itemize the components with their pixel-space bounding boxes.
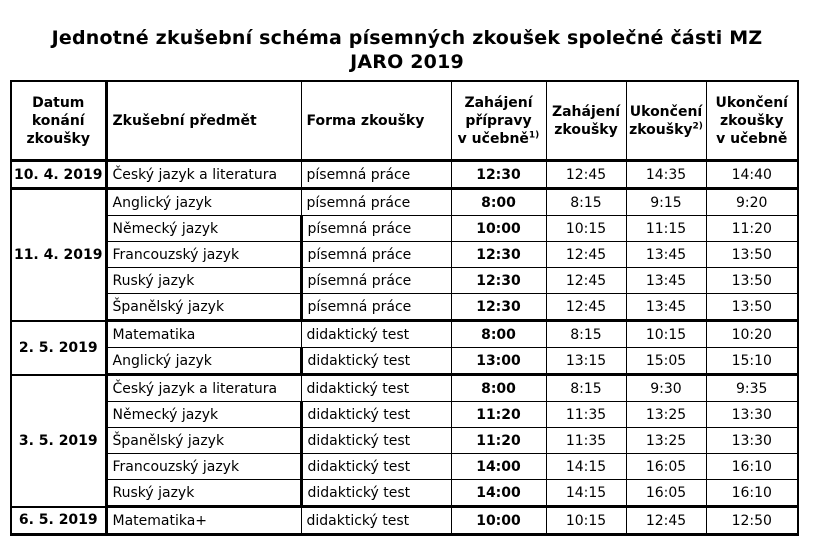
header-subject: Zkušební předmět (106, 81, 301, 161)
leave-time-cell: 13:50 (706, 294, 798, 321)
table-row (11, 375, 798, 402)
leave-time-cell: 11:20 (706, 216, 798, 242)
start-time-cell: 13:15 (546, 348, 626, 375)
subject-cell: Španělský jazyk (106, 294, 301, 321)
table-row (11, 294, 798, 321)
form-cell: didaktický test (301, 375, 451, 402)
subject-cell: Francouzský jazyk (106, 454, 301, 480)
form-cell: písemná práce (301, 294, 451, 321)
table-row (11, 242, 798, 268)
start-time-cell: 10:15 (546, 216, 626, 242)
leave-time-cell: 12:50 (706, 507, 798, 535)
prep-time-cell: 8:00 (451, 321, 546, 348)
header-end: Ukončení zkoušky$^{2)}$ (626, 81, 706, 161)
form-cell: písemná práce (301, 268, 451, 294)
subject-cell: Ruský jazyk (106, 480, 301, 507)
end-time-cell: 16:05 (626, 454, 706, 480)
header-start: Zahájení zkoušky (546, 81, 626, 161)
end-time-cell: 13:45 (626, 242, 706, 268)
header-row (11, 81, 798, 161)
subject-cell: Anglický jazyk (106, 348, 301, 375)
start-time-cell: 14:15 (546, 480, 626, 507)
form-cell: písemná práce (301, 161, 451, 189)
header-leave: Ukončení zkoušky v učebně (706, 81, 798, 161)
form-cell: didaktický test (301, 454, 451, 480)
subject-cell: Český jazyk a literatura (106, 161, 301, 189)
end-time-cell: 16:05 (626, 480, 706, 507)
end-time-cell: 10:15 (626, 321, 706, 348)
prep-time-cell: 11:20 (451, 428, 546, 454)
start-time-cell: 12:45 (546, 268, 626, 294)
exam-date: 2. 5. 2019 (11, 321, 106, 375)
prep-time-cell: 12:30 (451, 294, 546, 321)
leave-time-cell: 13:30 (706, 402, 798, 428)
subject-cell: Anglický jazyk (106, 189, 301, 216)
leave-time-cell: 14:40 (706, 161, 798, 189)
prep-time-cell: 8:00 (451, 375, 546, 402)
exam-date: 10. 4. 2019 (11, 161, 106, 189)
table-row (11, 348, 798, 375)
table-body (11, 161, 798, 535)
leave-time-cell: 9:35 (706, 375, 798, 402)
leave-time-cell: 13:50 (706, 242, 798, 268)
exam-date: 3. 5. 2019 (11, 375, 106, 507)
exam-date: 6. 5. 2019 (11, 507, 106, 535)
title-line-1: Jednotné zkušební schéma písemných zkoušek společné části MZ (51, 27, 763, 49)
leave-time-cell: 10:20 (706, 321, 798, 348)
table-row (11, 402, 798, 428)
end-time-cell: 12:45 (626, 507, 706, 535)
prep-time-cell: 8:00 (451, 189, 546, 216)
start-time-cell: 8:15 (546, 189, 626, 216)
form-cell: písemná práce (301, 216, 451, 242)
prep-time-cell: 14:00 (451, 454, 546, 480)
table-row (11, 189, 798, 216)
subject-cell: Matematika+ (106, 507, 301, 535)
leave-time-cell: 13:50 (706, 268, 798, 294)
start-time-cell: 11:35 (546, 428, 626, 454)
table-row (11, 454, 798, 480)
prep-time-cell: 12:30 (451, 242, 546, 268)
prep-time-cell: 12:30 (451, 161, 546, 189)
subject-cell: Český jazyk a literatura (106, 375, 301, 402)
end-time-cell: 13:25 (626, 402, 706, 428)
leave-time-cell: 9:20 (706, 189, 798, 216)
form-cell: didaktický test (301, 428, 451, 454)
subject-cell: Německý jazyk (106, 402, 301, 428)
header-form: Forma zkoušky (301, 81, 451, 161)
subject-cell: Ruský jazyk (106, 268, 301, 294)
form-cell: didaktický test (301, 507, 451, 535)
header-date: Datum konání zkoušky (11, 81, 106, 161)
end-time-cell: 13:25 (626, 428, 706, 454)
prep-time-cell: 11:20 (451, 402, 546, 428)
header-prep: Zahájení přípravy v učebně$^{1)}$ (451, 81, 546, 161)
start-time-cell: 12:45 (546, 294, 626, 321)
exam-schedule-table (10, 80, 799, 536)
table-row (11, 216, 798, 242)
start-time-cell: 11:35 (546, 402, 626, 428)
prep-time-cell: 10:00 (451, 216, 546, 242)
end-time-cell: 11:15 (626, 216, 706, 242)
start-time-cell: 8:15 (546, 375, 626, 402)
end-time-cell: 14:35 (626, 161, 706, 189)
start-time-cell: 12:45 (546, 161, 626, 189)
title-line-2: JARO 2019 (350, 51, 464, 73)
subject-cell: Španělský jazyk (106, 428, 301, 454)
leave-time-cell: 16:10 (706, 480, 798, 507)
subject-cell: Francouzský jazyk (106, 242, 301, 268)
table-row (11, 321, 798, 348)
table-row (11, 480, 798, 507)
end-time-cell: 13:45 (626, 294, 706, 321)
form-cell: didaktický test (301, 321, 451, 348)
page-title (0, 0, 814, 74)
prep-time-cell: 10:00 (451, 507, 546, 535)
prep-time-cell: 14:00 (451, 480, 546, 507)
subject-cell: Německý jazyk (106, 216, 301, 242)
form-cell: didaktický test (301, 348, 451, 375)
leave-time-cell: 15:10 (706, 348, 798, 375)
form-cell: didaktický test (301, 402, 451, 428)
start-time-cell: 12:45 (546, 242, 626, 268)
table-row (11, 161, 798, 189)
start-time-cell: 8:15 (546, 321, 626, 348)
prep-time-cell: 13:00 (451, 348, 546, 375)
exam-date: 11. 4. 2019 (11, 189, 106, 321)
end-time-cell: 13:45 (626, 268, 706, 294)
end-time-cell: 9:30 (626, 375, 706, 402)
form-cell: didaktický test (301, 480, 451, 507)
leave-time-cell: 16:10 (706, 454, 798, 480)
form-cell: písemná práce (301, 242, 451, 268)
start-time-cell: 14:15 (546, 454, 626, 480)
table-row (11, 428, 798, 454)
table-row (11, 507, 798, 535)
end-time-cell: 9:15 (626, 189, 706, 216)
subject-cell: Matematika (106, 321, 301, 348)
form-cell: písemná práce (301, 189, 451, 216)
start-time-cell: 10:15 (546, 507, 626, 535)
end-time-cell: 15:05 (626, 348, 706, 375)
prep-time-cell: 12:30 (451, 268, 546, 294)
table-row (11, 268, 798, 294)
leave-time-cell: 13:30 (706, 428, 798, 454)
